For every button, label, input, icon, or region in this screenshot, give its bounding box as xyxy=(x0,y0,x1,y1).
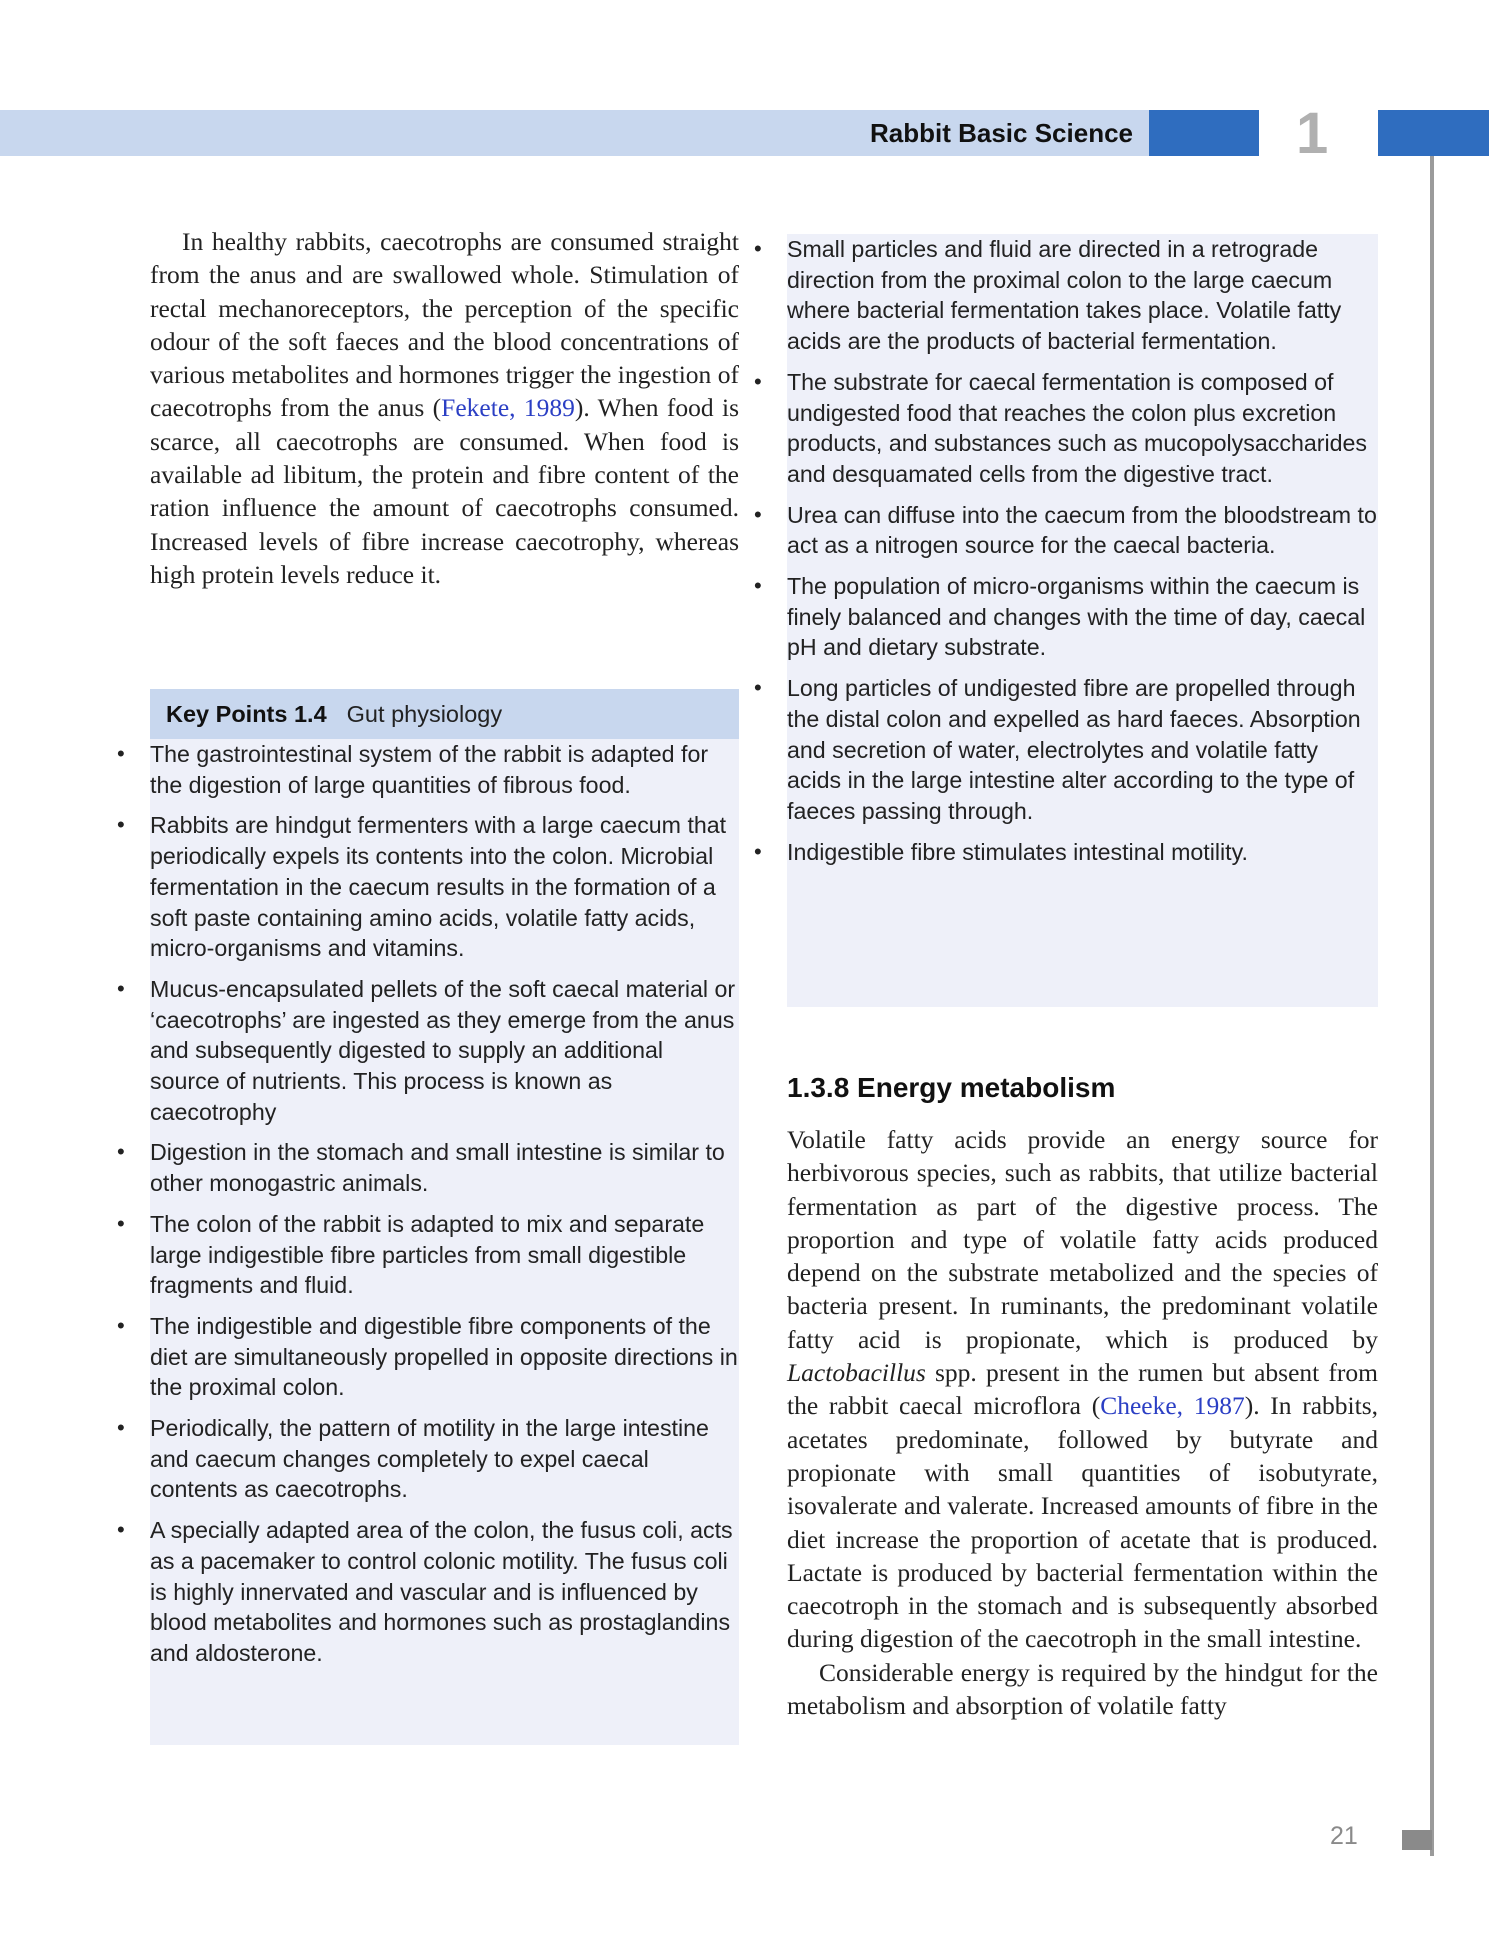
bullet-icon: • xyxy=(754,675,762,701)
list-item: • The population of micro-organisms within the caecum is finely balanced and changes with the time of day, caecal pH and dietary substrate. xyxy=(754,573,1366,661)
italic-genus: Lactobacillus xyxy=(787,1358,926,1388)
paragraph: Considerable energy is required by the hindgut for the metabolism and absorption of volatile fatty xyxy=(787,1657,1378,1721)
citation-link-cheeke[interactable]: Cheeke, 1987 xyxy=(1100,1391,1245,1421)
bullet-icon: • xyxy=(117,1415,125,1441)
chapter-number: 1 xyxy=(1296,101,1329,166)
folio-marker xyxy=(1402,1830,1432,1850)
bullet-icon: • xyxy=(754,236,762,261)
list-item: • The gastrointestinal system of the rabbit is adapted for the digestion of large quantities of fibrous food. xyxy=(117,741,709,798)
paragraph-text: In healthy rabbits, caecotrophs are consumed straight from the anus and are swallowed whole. Stimulation of rectal mechanoreceptors, the perception of the specific odour of the soft faeces and the blood concentrations of various metabolites and hormones trigger the ingestion of caecotrophs from the anus ( xyxy=(150,227,739,423)
key-points-box xyxy=(117,689,739,1745)
list-item: • Rabbits are hindgut fermenters with a large caecum that periodically expels its contents into the colon. Microbial fermentation in the caecum results in the formation of a soft paste containing amino acids, volatile fatty acids, micro-organisms and vitamins. xyxy=(117,812,727,962)
bullet-icon: • xyxy=(117,1139,125,1165)
key-points-label: Key Points 1.4 xyxy=(166,701,327,727)
key-points-list xyxy=(117,739,739,1669)
page-number: 21 xyxy=(1330,1822,1358,1850)
bullet-icon: • xyxy=(754,368,762,394)
running-title: Rabbit Basic Science xyxy=(870,118,1133,148)
list-item: • Indigestible fibre stimulates intestinal motility. xyxy=(787,837,1378,868)
key-points-header xyxy=(150,689,739,739)
bullet-icon: • xyxy=(117,975,125,1001)
list-item: • A specially adapted area of the colon, the fusus coli, acts as a pacemaker to control colonic motility. The fusus coli is highly innervated and vascular and is influenced by blood metabolites and hormones such as prostaglandins and aldosterone. xyxy=(117,1517,733,1666)
bullet-icon: • xyxy=(754,501,762,527)
header-accent-tab xyxy=(1378,110,1489,156)
bullet-icon: • xyxy=(754,573,762,599)
list-item: • Digestion in the stomach and small intestine is similar to other monogastric animals. xyxy=(117,1139,725,1197)
key-points-continued-list xyxy=(754,234,1378,867)
list-item: • The indigestible and digestible fibre components of the diet are simultaneously propelled in opposite directions in the proximal colon. xyxy=(117,1312,738,1401)
key-points-title: Gut physiology xyxy=(346,701,503,727)
list-item: • Mucus-encapsulated pellets of the soft caecal material or ‘caecotrophs’ are ingested as they emerge from the anus and subsequently digested to supply an additional source of nutrients. This process is known as caecotrophy xyxy=(117,975,736,1125)
paragraph-text: ). When food is scarce, all caecotrophs are consumed. When food is available ad libitum, the protein and fibre content of the ration influence the amount of caecotrophs consumed. Increased levels of fibre increase caecotrophy, whereas high protein levels reduce it. xyxy=(150,393,740,589)
section-heading: 1.3.8 Energy metabolism xyxy=(787,1072,1116,1103)
bullet-icon: • xyxy=(754,838,762,864)
list-item: • The colon of the rabbit is adapted to mix and separate large indigestible fibre particles from small digestible fragments and fluid. xyxy=(117,1210,705,1299)
paragraph: Volatile fatty acids provide an energy source for herbivorous species, such as rabbits, that utilize bacterial fermentation as part of the digestive process. The proportion and type of volatile fatty acids produced depend on the substrate metabolized and the species of bacteria present. In ruminants, the predominant volatile fatty acid is propionate, which is produced by Lactobacillus spp. present in the rumen but absent from the rabbit caecal microflora (Cheeke, 1987). In rabbits, acetates predominate, followed by butyrate and propionate with small quantities of isobutyrate, isovalerate and valerate. Increased amounts of fibre in the diet increase the proportion of acetate that is produced. Lactate is produced by bacterial fermentation within the caecotroph in the stomach and is subsequently absorbed during digestion of the caecotroph in the small intestine. xyxy=(787,1125,1378,1654)
bullet-icon: • xyxy=(117,741,125,766)
list-item: • Small particles and fluid are directed in a retrograde direction from the proximal colon to the large caecum where bacterial fermentation takes place. Volatile fatty acids are the products of bacterial fermentation. xyxy=(754,236,1342,355)
list-item: • Periodically, the pattern of motility in the large intestine and caecum changes completely to expel caecal contents as caecotrophs. xyxy=(117,1415,709,1503)
body-paragraph-caecotrophy xyxy=(150,225,739,591)
body-energy-metabolism xyxy=(787,1123,1378,1722)
citation-link-fekete[interactable]: Fekete, 1989 xyxy=(441,393,575,423)
bullet-icon: • xyxy=(117,812,125,838)
list-item: • Long particles of undigested fibre are propelled through the distal colon and expelled as hard faeces. Absorption and secretion of water, electrolytes and volatile fatty acids in the large intestine alter according to the type of faeces passing through. xyxy=(754,675,1361,824)
bullet-icon: • xyxy=(117,1312,125,1338)
bullet-icon: • xyxy=(117,1210,125,1236)
bullet-icon: • xyxy=(117,1517,125,1543)
key-points-continued-box xyxy=(754,234,1378,1007)
list-item: • Urea can diffuse into the caecum from the bloodstream to act as a nitrogen source for the caecal bacteria. xyxy=(754,501,1377,559)
header-accent-block xyxy=(1149,110,1259,156)
list-item: • The substrate for caecal fermentation is composed of undigested food that reaches the colon plus excretion products, and substances such as mucopolysaccharides and desquamated cells from the digestive tract. xyxy=(754,368,1368,487)
side-rule xyxy=(1430,156,1434,1856)
